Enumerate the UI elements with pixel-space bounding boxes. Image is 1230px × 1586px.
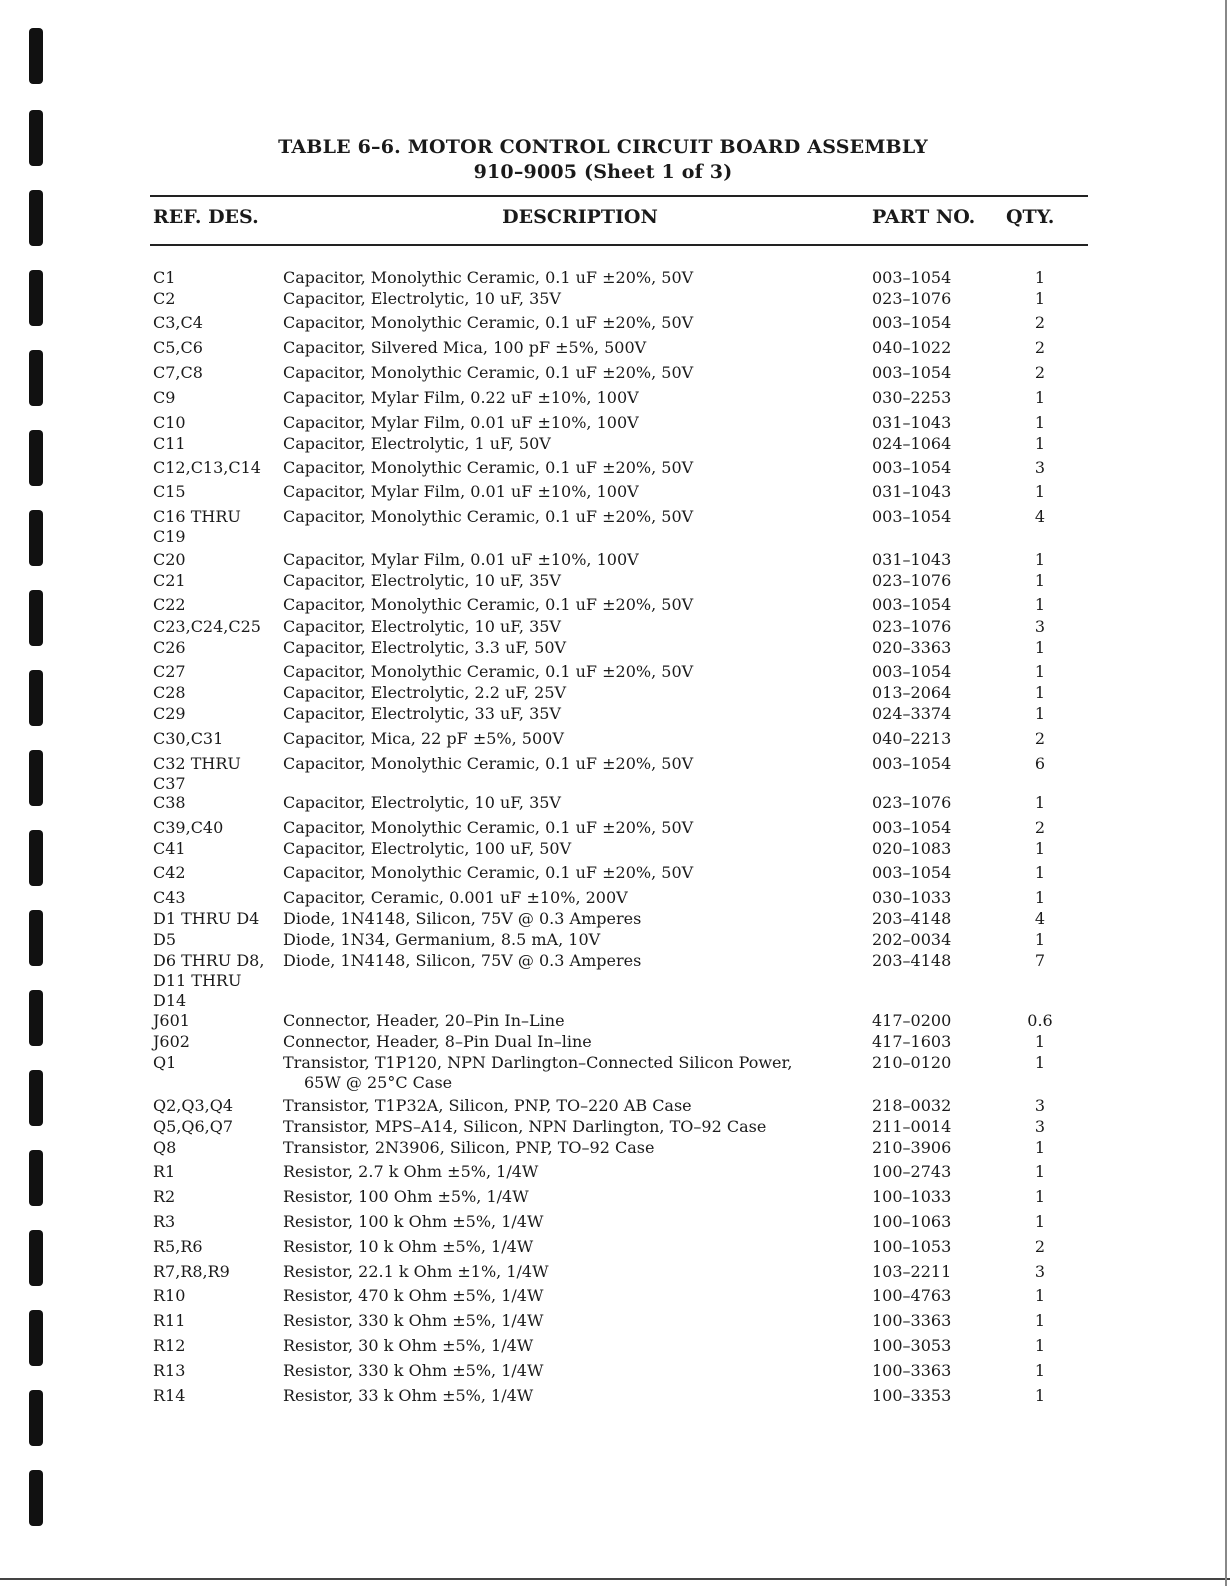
description-text: Capacitor, Monolythic Ceramic, 0.1 uF ±20%, 50V (283, 595, 694, 614)
binding-hole (29, 1390, 43, 1446)
description-text: Capacitor, Electrolytic, 10 uF, 35V (283, 793, 561, 812)
qty-cell: 1 (1034, 863, 1046, 882)
binding-hole (29, 1470, 43, 1526)
description-text: Capacitor, Monolythic Ceramic, 0.1 uF ±20%, 50V (283, 818, 694, 837)
qty-cell: 1 (1034, 930, 1046, 949)
description-text: Capacitor, Monolythic Ceramic, 0.1 uF ±20%, 50V (283, 458, 694, 477)
qty-cell: 1 (1034, 550, 1046, 569)
description-cell (283, 434, 843, 454)
ref-des-cell: Q1 (153, 1053, 177, 1072)
ref-des-cell: C30,C31 (153, 729, 224, 748)
description-text: Resistor, 100 Ohm ±5%, 1/4W (283, 1187, 529, 1206)
header-part-no: PART NO. (872, 206, 976, 228)
part-no-cell: 202–0034 (872, 930, 952, 949)
qty-cell: 1 (1034, 1361, 1046, 1380)
description-text: Transistor, T1P32A, Silicon, PNP, TO–220 AB Case (283, 1096, 692, 1115)
description-cell (283, 1386, 843, 1406)
ref-des-cell: C39,C40 (153, 818, 224, 837)
description-text: Connector, Header, 20–Pin In–Line (283, 1011, 565, 1030)
description-text: Capacitor, Electrolytic, 1 uF, 50V (283, 434, 551, 453)
part-no-cell: 417–0200 (872, 1011, 952, 1030)
description-text: Capacitor, Monolythic Ceramic, 0.1 uF ±20%, 50V (283, 662, 694, 681)
description-cell (283, 313, 843, 333)
description-text: Capacitor, Electrolytic, 2.2 uF, 25V (283, 683, 567, 702)
header-rule (150, 244, 1088, 246)
part-no-cell: 003–1054 (872, 595, 952, 614)
ref-des-cell: R7,R8,R9 (153, 1262, 230, 1281)
description-text: Capacitor, Electrolytic, 10 uF, 35V (283, 289, 561, 308)
description-cell (283, 388, 843, 408)
part-no-cell: 003–1054 (872, 863, 952, 882)
binding-hole (29, 1070, 43, 1126)
description-cell (283, 863, 843, 883)
ref-des-cell: C3,C4 (153, 313, 203, 332)
qty-cell: 1 (1034, 1162, 1046, 1181)
part-no-cell: 003–1054 (872, 662, 952, 681)
ref-des-cell: C42 (153, 863, 186, 882)
description-text: Capacitor, Mylar Film, 0.22 uF ±10%, 100V (283, 388, 639, 407)
description-cell (283, 1361, 843, 1381)
qty-cell: 2 (1034, 313, 1046, 332)
description-text: Diode, 1N34, Germanium, 8.5 mA, 10V (283, 930, 601, 949)
description-text: Capacitor, Monolythic Ceramic, 0.1 uF ±20%, 50V (283, 363, 694, 382)
description-cell (283, 458, 843, 478)
description-text: Capacitor, Electrolytic, 100 uF, 50V (283, 839, 572, 858)
header-ref-des: REF. DES. (153, 206, 259, 228)
description-text: Diode, 1N4148, Silicon, 75V @ 0.3 Amperes (283, 951, 642, 970)
ref-des-cell: C5,C6 (153, 338, 203, 357)
description-text: Capacitor, Mylar Film, 0.01 uF ±10%, 100V (283, 550, 639, 569)
top-rule (150, 195, 1088, 197)
description-text: Transistor, MPS–A14, Silicon, NPN Darlington, TO–92 Case (283, 1117, 767, 1136)
binding-hole (29, 990, 43, 1046)
description-cell (283, 1237, 843, 1257)
description-continuation: 65W @ 25°C Case (304, 1073, 453, 1092)
ref-des-cell: R13 (153, 1361, 186, 1380)
description-cell (283, 818, 843, 838)
ref-des-cell: C32 THRU C37 (153, 754, 241, 793)
part-no-cell: 100–3363 (872, 1311, 952, 1330)
description-text: Capacitor, Monolythic Ceramic, 0.1 uF ±20%, 50V (283, 754, 694, 773)
description-cell (283, 338, 843, 358)
description-cell (283, 1311, 843, 1331)
ref-des-cell: C12,C13,C14 (153, 458, 261, 477)
ref-des-cell: C22 (153, 595, 186, 614)
part-no-cell: 100–1053 (872, 1237, 952, 1256)
description-cell (283, 268, 843, 288)
description-text: Capacitor, Mica, 22 pF ±5%, 500V (283, 729, 564, 748)
qty-cell: 1 (1034, 1386, 1046, 1405)
part-no-cell: 100–4763 (872, 1286, 952, 1305)
part-no-cell: 100–2743 (872, 1162, 952, 1181)
description-cell (283, 754, 843, 774)
description-cell (283, 550, 843, 570)
ref-des-cell: C21 (153, 571, 186, 590)
description-text: Connector, Header, 8–Pin Dual In–line (283, 1032, 592, 1051)
qty-cell: 2 (1034, 1237, 1046, 1256)
part-no-cell: 003–1054 (872, 754, 952, 773)
qty-cell: 7 (1034, 951, 1046, 970)
description-cell (283, 595, 843, 615)
ref-des-cell: C28 (153, 683, 186, 702)
binding-hole (29, 590, 43, 646)
binding-hole (29, 910, 43, 966)
part-no-cell: 100–3363 (872, 1361, 952, 1380)
qty-cell: 1 (1034, 268, 1046, 287)
qty-cell: 1 (1034, 482, 1046, 501)
part-no-cell: 040–1022 (872, 338, 952, 357)
description-text: Capacitor, Monolythic Ceramic, 0.1 uF ±20%, 50V (283, 268, 694, 287)
table-subtitle: 910–9005 (Sheet 1 of 3) (473, 161, 733, 183)
qty-cell: 3 (1034, 1262, 1046, 1281)
description-cell (283, 683, 843, 703)
binding-hole (29, 670, 43, 726)
part-no-cell: 030–1033 (872, 888, 952, 907)
binding-hole (29, 350, 43, 406)
description-text: Transistor, T1P120, NPN Darlington–Connected Silicon Power, (283, 1053, 793, 1072)
description-text: Diode, 1N4148, Silicon, 75V @ 0.3 Amperes (283, 909, 642, 928)
part-no-cell: 003–1054 (872, 313, 952, 332)
part-no-cell: 023–1076 (872, 571, 952, 590)
ref-des-cell: Q8 (153, 1138, 177, 1157)
part-no-cell: 020–1083 (872, 839, 952, 858)
part-no-cell: 210–3906 (872, 1138, 952, 1157)
part-no-cell: 013–2064 (872, 683, 952, 702)
binding-hole (29, 28, 43, 84)
binding-holes (29, 0, 49, 1586)
description-text: Capacitor, Monolythic Ceramic, 0.1 uF ±20%, 50V (283, 507, 694, 526)
ref-des-cell: R1 (153, 1162, 176, 1181)
part-no-cell: 040–2213 (872, 729, 952, 748)
part-no-cell: 100–1033 (872, 1187, 952, 1206)
description-cell (283, 1138, 843, 1158)
description-text: Resistor, 2.7 k Ohm ±5%, 1/4W (283, 1162, 539, 1181)
qty-cell: 3 (1034, 617, 1046, 636)
description-cell (283, 662, 843, 682)
qty-cell: 1 (1034, 662, 1046, 681)
description-text: Resistor, 330 k Ohm ±5%, 1/4W (283, 1311, 544, 1330)
description-cell (283, 289, 843, 309)
description-cell (283, 1096, 843, 1116)
description-cell (283, 909, 843, 929)
ref-des-cell: C7,C8 (153, 363, 203, 382)
description-text: Resistor, 470 k Ohm ±5%, 1/4W (283, 1286, 544, 1305)
part-no-cell: 024–1064 (872, 434, 952, 453)
description-cell (283, 930, 843, 950)
binding-hole (29, 430, 43, 486)
part-no-cell: 003–1054 (872, 507, 952, 526)
qty-cell: 1 (1034, 571, 1046, 590)
part-no-cell: 100–3053 (872, 1336, 952, 1355)
qty-cell: 3 (1034, 1096, 1046, 1115)
part-no-cell: 020–3363 (872, 638, 952, 657)
header-description: DESCRIPTION (502, 206, 658, 228)
description-cell (283, 793, 843, 813)
qty-cell: 2 (1034, 818, 1046, 837)
qty-cell: 0.6 (1027, 1011, 1053, 1030)
part-no-cell: 103–2211 (872, 1262, 952, 1281)
part-no-cell: 003–1054 (872, 818, 952, 837)
description-text: Capacitor, Monolythic Ceramic, 0.1 uF ±20%, 50V (283, 863, 694, 882)
description-text: Capacitor, Mylar Film, 0.01 uF ±10%, 100V (283, 482, 639, 501)
description-text: Transistor, 2N3906, Silicon, PNP, TO–92 Case (283, 1138, 655, 1157)
binding-hole (29, 1310, 43, 1366)
part-no-cell: 031–1043 (872, 482, 952, 501)
qty-cell: 1 (1034, 1286, 1046, 1305)
description-cell (283, 1187, 843, 1207)
description-text: Capacitor, Electrolytic, 33 uF, 35V (283, 704, 561, 723)
description-text: Capacitor, Mylar Film, 0.01 uF ±10%, 100V (283, 413, 639, 432)
description-cell (283, 1117, 843, 1137)
ref-des-cell: C26 (153, 638, 186, 657)
qty-cell: 1 (1034, 683, 1046, 702)
description-cell (283, 729, 843, 749)
part-no-cell: 023–1076 (872, 289, 952, 308)
qty-cell: 1 (1034, 434, 1046, 453)
ref-des-cell: C27 (153, 662, 186, 681)
ref-des-cell: C23,C24,C25 (153, 617, 261, 636)
part-no-cell: 417–1603 (872, 1032, 952, 1051)
part-no-cell: 031–1043 (872, 413, 952, 432)
description-text: Capacitor, Silvered Mica, 100 pF ±5%, 500V (283, 338, 647, 357)
description-text: Capacitor, Monolythic Ceramic, 0.1 uF ±20%, 50V (283, 313, 694, 332)
description-cell (283, 1286, 843, 1306)
part-no-cell: 030–2253 (872, 388, 952, 407)
qty-cell: 1 (1034, 793, 1046, 812)
description-cell (283, 413, 843, 433)
qty-cell: 1 (1034, 289, 1046, 308)
page-edge-right (1225, 0, 1227, 1586)
qty-cell: 1 (1034, 1336, 1046, 1355)
description-cell (283, 507, 843, 527)
part-no-cell: 003–1054 (872, 363, 952, 382)
qty-cell: 1 (1034, 839, 1046, 858)
ref-des-cell: C2 (153, 289, 176, 308)
part-no-cell: 100–1063 (872, 1212, 952, 1231)
ref-des-cell: J602 (153, 1032, 190, 1051)
part-no-cell: 003–1054 (872, 268, 952, 287)
qty-cell: 1 (1034, 1311, 1046, 1330)
qty-cell: 2 (1034, 729, 1046, 748)
qty-cell: 1 (1034, 1187, 1046, 1206)
ref-des-cell: R3 (153, 1212, 176, 1231)
description-cell (283, 571, 843, 591)
ref-des-cell: R14 (153, 1386, 186, 1405)
description-cell (283, 617, 843, 637)
description-cell (283, 1336, 843, 1356)
binding-hole (29, 750, 43, 806)
description-text: Resistor, 30 k Ohm ±5%, 1/4W (283, 1336, 534, 1355)
qty-cell: 1 (1034, 1212, 1046, 1231)
description-cell (283, 888, 843, 908)
qty-cell: 1 (1034, 704, 1046, 723)
description-text: Resistor, 10 k Ohm ±5%, 1/4W (283, 1237, 534, 1256)
description-cell (283, 1162, 843, 1182)
description-text: Resistor, 100 k Ohm ±5%, 1/4W (283, 1212, 544, 1231)
ref-des-cell: C16 THRU C19 (153, 507, 241, 546)
qty-cell: 1 (1034, 388, 1046, 407)
description-text: Resistor, 33 k Ohm ±5%, 1/4W (283, 1386, 534, 1405)
qty-cell: 6 (1034, 754, 1046, 773)
part-no-cell: 024–3374 (872, 704, 952, 723)
ref-des-cell: C41 (153, 839, 186, 858)
ref-des-cell: J601 (153, 1011, 190, 1030)
part-no-cell: 031–1043 (872, 550, 952, 569)
table-title: TABLE 6–6. MOTOR CONTROL CIRCUIT BOARD ASSEMBLY (278, 136, 928, 158)
description-text: Capacitor, Electrolytic, 10 uF, 35V (283, 617, 561, 636)
part-no-cell: 023–1076 (872, 617, 952, 636)
binding-hole (29, 1230, 43, 1286)
binding-hole (29, 270, 43, 326)
description-cell (283, 1011, 843, 1031)
binding-hole (29, 1150, 43, 1206)
ref-des-cell: D6 THRU D8, D11 THRU D14 (153, 951, 265, 1010)
qty-cell: 2 (1034, 338, 1046, 357)
description-cell (283, 1053, 843, 1093)
part-no-cell: 218–0032 (872, 1096, 952, 1115)
ref-des-cell: R5,R6 (153, 1237, 203, 1256)
description-cell (283, 1032, 843, 1052)
description-cell (283, 1262, 843, 1282)
description-cell (283, 638, 843, 658)
part-no-cell: 003–1054 (872, 458, 952, 477)
description-cell (283, 951, 843, 971)
qty-cell: 4 (1034, 507, 1046, 526)
ref-des-cell: C29 (153, 704, 186, 723)
description-text: Capacitor, Electrolytic, 10 uF, 35V (283, 571, 561, 590)
ref-des-cell: D1 THRU D4 (153, 909, 260, 928)
ref-des-cell: C9 (153, 388, 176, 407)
ref-des-cell: C20 (153, 550, 186, 569)
description-text: Resistor, 330 k Ohm ±5%, 1/4W (283, 1361, 544, 1380)
description-text: Capacitor, Ceramic, 0.001 uF ±10%, 200V (283, 888, 628, 907)
ref-des-cell: D5 (153, 930, 177, 949)
qty-cell: 4 (1034, 909, 1046, 928)
part-no-cell: 203–4148 (872, 951, 952, 970)
ref-des-cell: C10 (153, 413, 186, 432)
description-cell (283, 704, 843, 724)
qty-cell: 3 (1034, 458, 1046, 477)
ref-des-cell: C43 (153, 888, 186, 907)
qty-cell: 1 (1034, 1032, 1046, 1051)
part-no-cell: 023–1076 (872, 793, 952, 812)
description-cell (283, 363, 843, 383)
qty-cell: 1 (1034, 638, 1046, 657)
description-text: Capacitor, Electrolytic, 3.3 uF, 50V (283, 638, 567, 657)
ref-des-cell: Q2,Q3,Q4 (153, 1096, 234, 1115)
part-no-cell: 203–4148 (872, 909, 952, 928)
ref-des-cell: R11 (153, 1311, 186, 1330)
ref-des-cell: C38 (153, 793, 186, 812)
ref-des-cell: C1 (153, 268, 176, 287)
ref-des-cell: R2 (153, 1187, 176, 1206)
ref-des-cell: Q5,Q6,Q7 (153, 1117, 234, 1136)
qty-cell: 1 (1034, 888, 1046, 907)
header-qty: QTY. (1006, 206, 1055, 228)
ref-des-cell: C15 (153, 482, 186, 501)
binding-hole (29, 510, 43, 566)
qty-cell: 1 (1034, 413, 1046, 432)
binding-hole (29, 830, 43, 886)
description-cell (283, 1212, 843, 1232)
ref-des-cell: C11 (153, 434, 186, 453)
ref-des-cell: R12 (153, 1336, 186, 1355)
qty-cell: 3 (1034, 1117, 1046, 1136)
description-cell (283, 839, 843, 859)
qty-cell: 2 (1034, 363, 1046, 382)
page-edge-bottom (0, 1578, 1230, 1580)
part-no-cell: 100–3353 (872, 1386, 952, 1405)
qty-cell: 1 (1034, 1053, 1046, 1072)
qty-cell: 1 (1034, 595, 1046, 614)
part-no-cell: 210–0120 (872, 1053, 952, 1072)
qty-cell: 1 (1034, 1138, 1046, 1157)
description-cell (283, 482, 843, 502)
ref-des-cell: R10 (153, 1286, 186, 1305)
part-no-cell: 211–0014 (872, 1117, 952, 1136)
description-text: Resistor, 22.1 k Ohm ±1%, 1/4W (283, 1262, 549, 1281)
